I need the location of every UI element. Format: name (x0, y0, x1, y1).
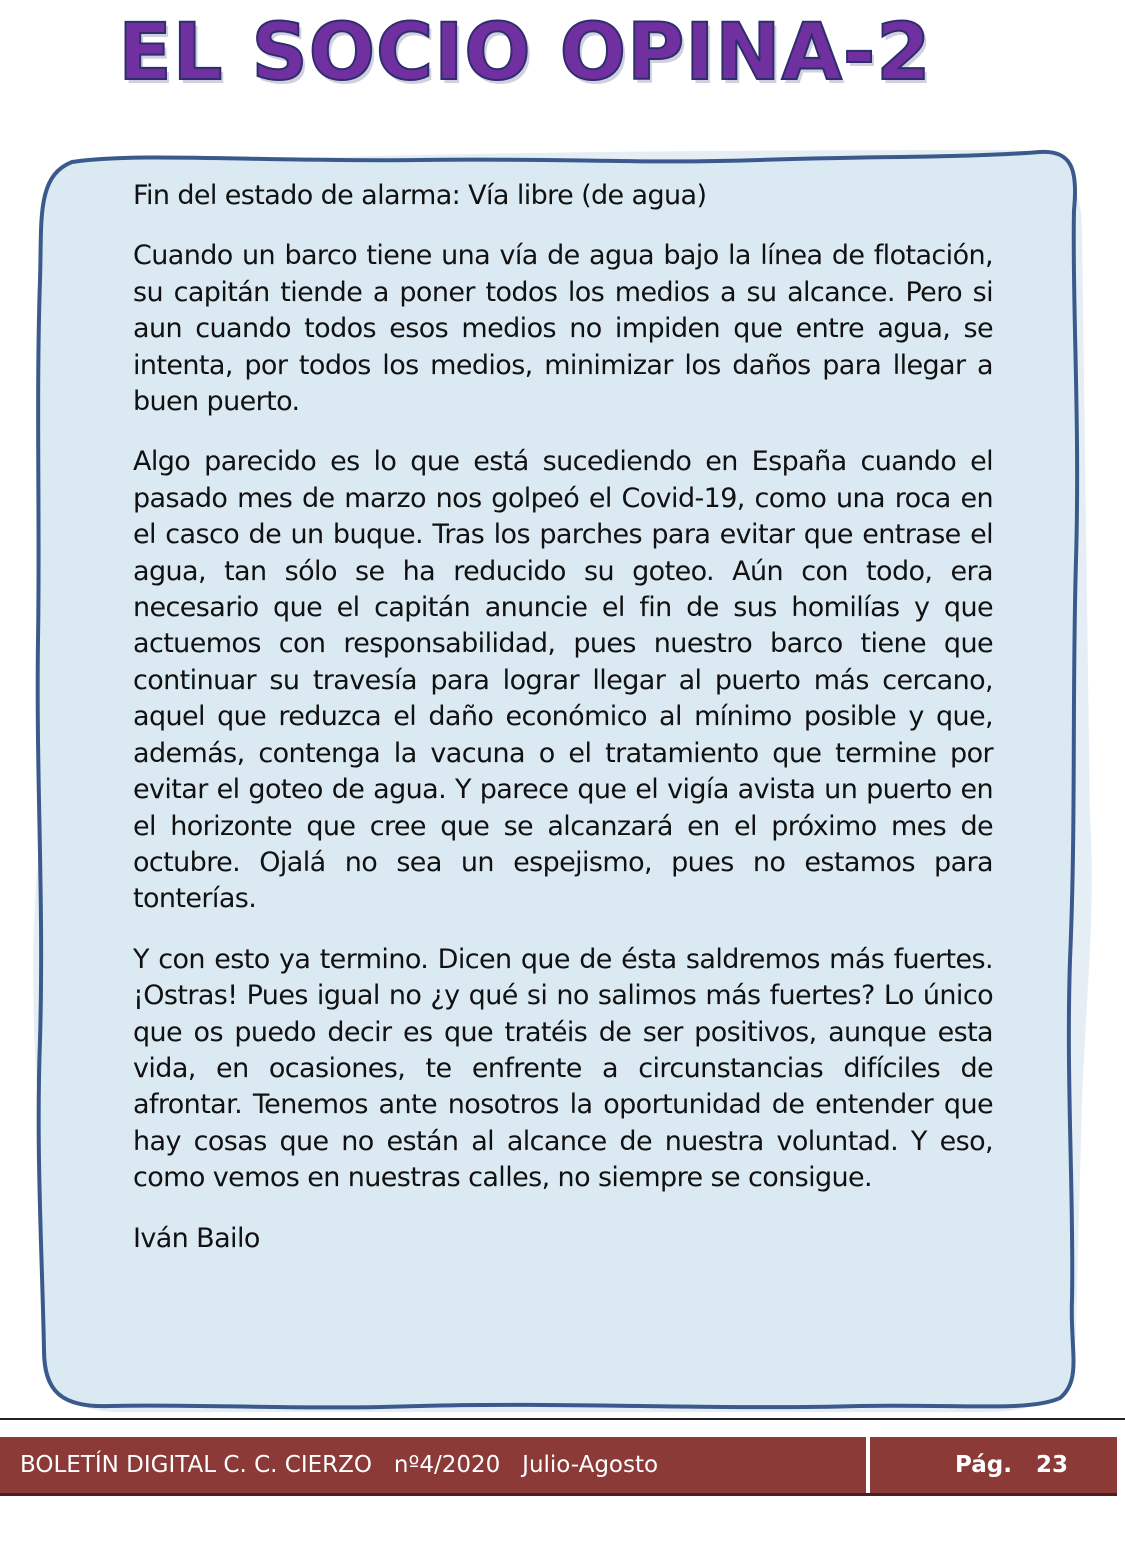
article-paragraph-2: Algo parecido es lo que está sucediendo en España cuando el pasado mes de marzo nos golpeó el Covid-19, como una roca en el casco de un buque. Tras los parches para evitar que entrase el agua, tan sólo se ha reducido su goteo. Aún con todo, era necesario que el capitán anuncie el fin de sus homilías y que actuemos con responsabilidad, pues nuestro barco tiene que continuar su travesía para lograr llegar al puerto más cercano, aquel que reduzca el daño económico al mínimo posible y que, además, contenga la vacuna o el tratamiento que termine por evitar el goteo de agua. Y parece que el vigía avista un puerto en el horizonte que cree que se alcanzará en el próximo mes de octubre. Ojalá no sea un espejismo, pues no estamos para tonterías. (133, 446, 993, 915)
footer-rule (0, 1418, 1125, 1420)
footer-page-number: Pág. 23 (955, 1452, 1068, 1478)
footer-publication: BOLETÍN DIGITAL C. C. CIERZO nº4/2020 Julio-Agosto (20, 1452, 659, 1478)
author-signature: Iván Bailo (133, 1222, 260, 1254)
article-paragraph-1: Cuando un barco tiene una vía de agua bajo la línea de flotación, su capitán tiende a poner todos los medios a su alcance. Pero si aun cuando todos esos medios no impiden que entre agua, se intenta, por todos los medios, minimizar los daños para llegar a buen puerto. (133, 240, 993, 418)
article-heading: Fin del estado de alarma: Vía libre (de agua) (133, 180, 707, 211)
article (133, 178, 993, 1257)
footer-divider (866, 1437, 870, 1493)
article-paragraph-3: Y con esto ya termino. Dicen que de ésta saldremos más fuertes. ¡Ostras! Pues igual no ¿y qué si no salimos más fuertes? Lo único que os puedo decir es que tratéis de ser positivos, aunque esta vida, en ocasiones, te enfrente a circunstancias difíciles de afrontar. Tenemos ante nosotros la oportunidad de entender que hay cosas que no están al alcance de nuestra voluntad. Y eso, como vemos en nuestras calles, no siempre se consigue. (133, 943, 993, 1194)
footer-bar (0, 1437, 1117, 1496)
page-title: EL SOCIO OPINA-2 (118, 8, 932, 98)
